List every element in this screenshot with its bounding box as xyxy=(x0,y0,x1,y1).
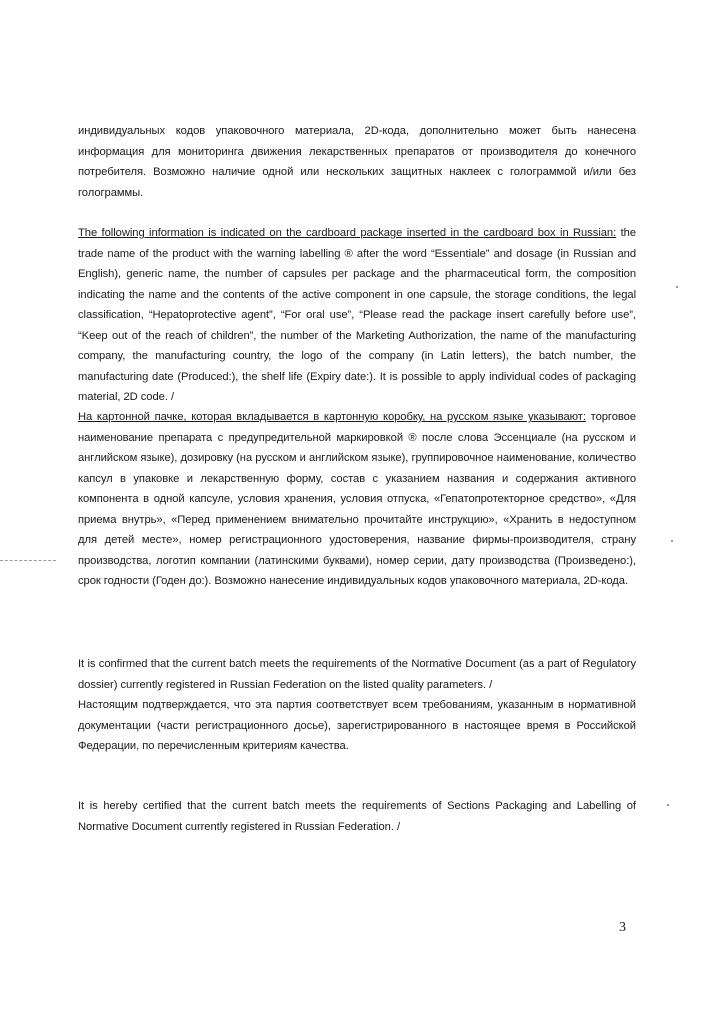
scan-artifact-line xyxy=(0,560,56,561)
paragraph-heading-underlined: The following information is indicated on the cardboard package inserted in the cardboard box in Russian: xyxy=(78,227,617,239)
paragraph-confirmation xyxy=(78,654,636,757)
scan-speck xyxy=(667,804,669,806)
paragraph-text: торговое наименование препарата с предупредительной маркировкой ® после слова Эссенциале (на русском и английском языке), дозировку (на русском и английском языке), группировочное наименование, количество капсул в упаковке и лекарственную форму, состав с указанием названия и содержания активного компонента в одной капсуле, условия хранения, условия отпуска, «Гепатопротекторное средство», «Для приема внутрь», «Перед применением внимательно прочитайте инструкцию», «Хранить в недоступном для детей месте», номер регистрационного удостоверения, название фирмы-производителя, страну производства, логотип компании (латинскими буквами), номер серии, дату производства (Произведено:), срок годности (Годен до:). Возможно нанесение индивидуальных кодов упаковочного материала, 2D-кода. xyxy=(78,411,636,587)
paragraph-text: индивидуальных кодов упаковочного материала, 2D-кода, дополнительно может быть нанесена информация для мониторинга движения лекарственных препаратов от производителя до конечного потребителя. Возможно наличие одной или нескольких защитных наклеек с голограммой и/или без голограммы. xyxy=(78,125,636,199)
paragraph-certification xyxy=(78,796,636,837)
paragraph-text: the trade name of the product with the warning labelling ® after the word “Essentiale” and dosage (in Russian and English), generic name, the number of capsules per package and the pharmaceutical form, the composition indicating the name and the contents of the active component in one capsule, the storage conditions, the legal classification, “Hepatoprotective agent”, “For oral use”, “Please read the package insert carefully before use”, “Keep out of the reach of children”, the number of the Marketing Authorization, the name of the manufacturing company, the manufacturing country, the logo of the company (in Latin letters), the batch number, the manufacturing date (Produced:), the shelf life (Expiry date:). It is possible to apply individual codes of packaging material, 2D code. / xyxy=(78,227,636,403)
paragraph-text-ru: Настоящим подтверждается, что эта партия соответствует всем требованиям, указанным в нормативной документации (части регистрационного досье), зарегистрированного в настоящее время в Российской Федерации, по перечисленным критериям качества. xyxy=(78,699,636,752)
paragraph-text-en: It is confirmed that the current batch meets the requirements of the Normative Document (as a part of Regulatory dossier) currently registered in Russian Federation on the listed quality parameters. / xyxy=(78,658,636,691)
paragraph-heading-underlined: На картонной пачке, которая вкладывается в картонную коробку, на русском языке указывают: xyxy=(78,411,586,423)
paragraph-continuation-ru xyxy=(78,121,636,203)
scan-speck xyxy=(676,286,678,288)
scan-speck xyxy=(671,540,673,542)
paragraph-package-info-en xyxy=(78,223,636,408)
paragraph-package-info-ru xyxy=(78,407,636,592)
page-number: 3 xyxy=(619,920,626,935)
paragraph-text: It is hereby certified that the current batch meets the requirements of Sections Packaging and Labelling of Normative Document currently registered in Russian Federation. / xyxy=(78,800,636,833)
